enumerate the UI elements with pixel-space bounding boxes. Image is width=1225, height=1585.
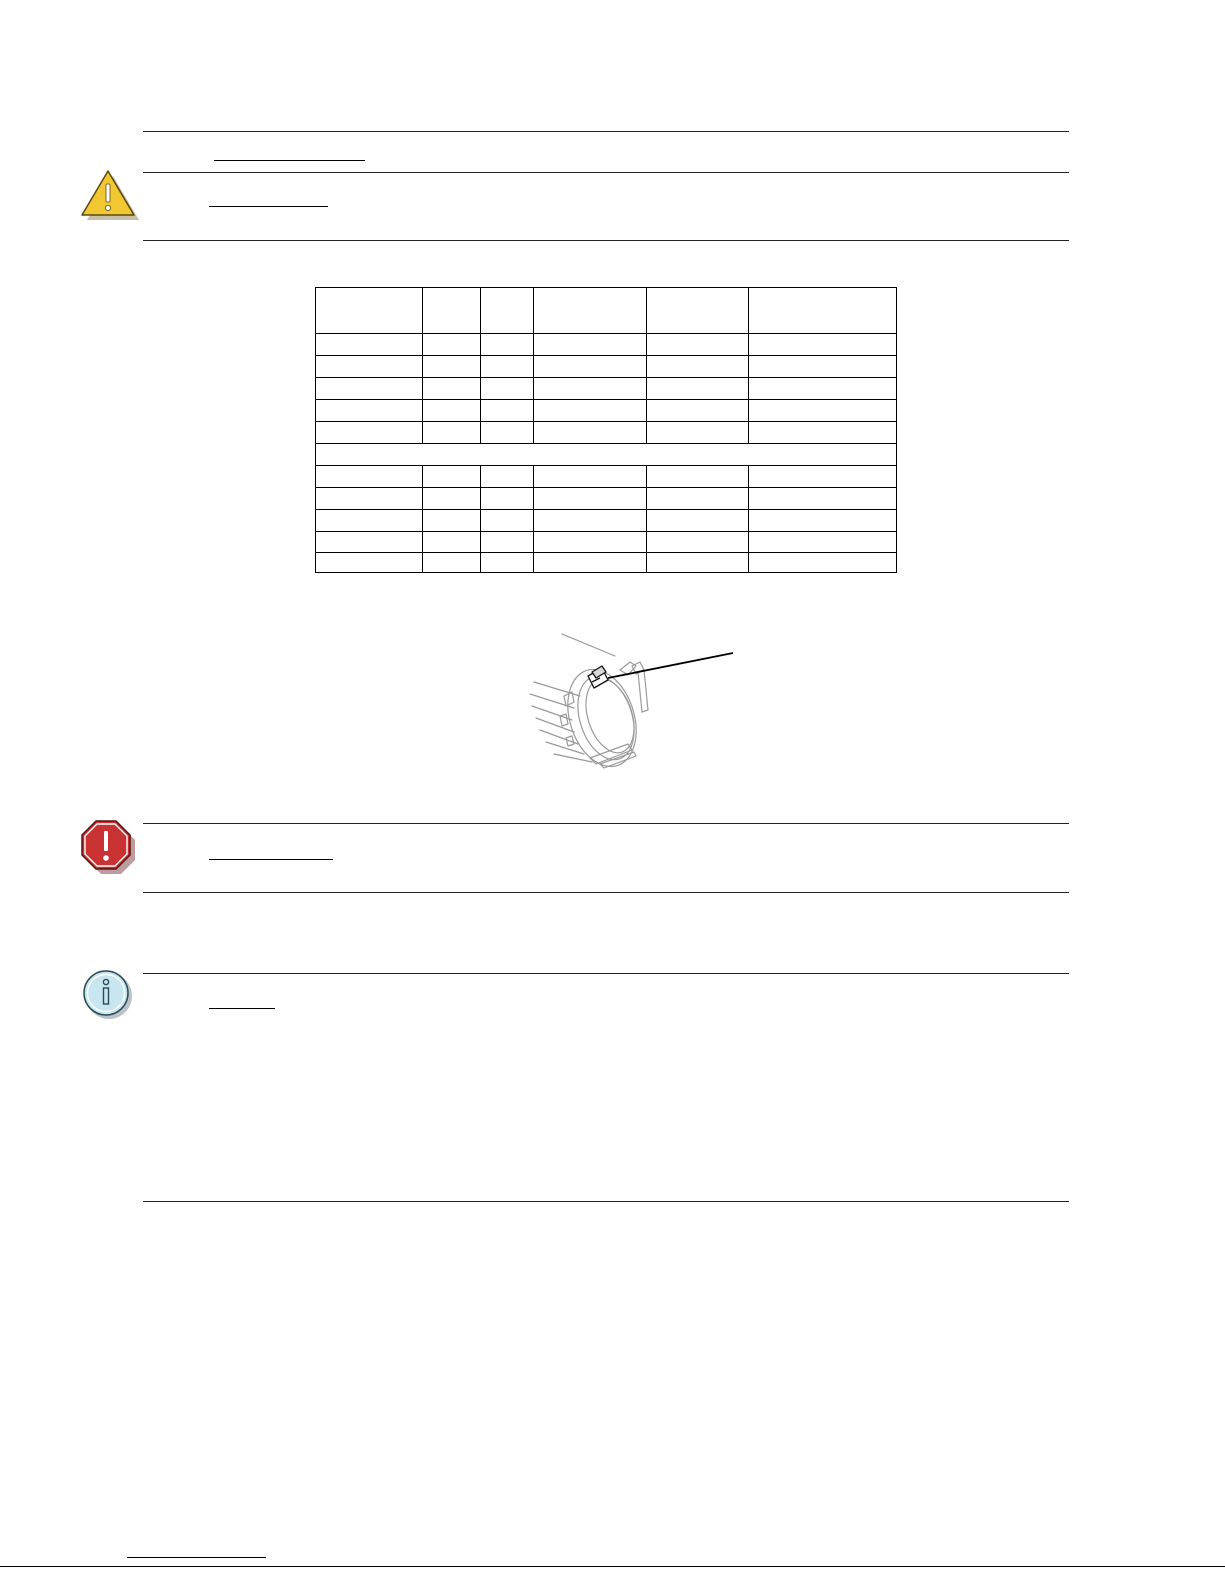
table-row-divider (315, 377, 897, 378)
footer-rule (0, 1566, 1225, 1567)
note-label-underline (209, 1008, 275, 1009)
table-top-border (315, 287, 897, 288)
table-row-divider (315, 355, 897, 356)
table-row-divider (315, 465, 897, 466)
table-column-divider (748, 287, 749, 443)
table-row-divider (315, 531, 897, 532)
table-header-divider (315, 333, 897, 334)
table-row-divider (315, 552, 897, 553)
table-column-divider (646, 287, 647, 443)
table-column-divider (480, 287, 481, 443)
data-table (315, 287, 897, 573)
table-column-divider (422, 465, 423, 573)
section-heading-underline (214, 160, 365, 161)
note-top-rule (143, 973, 1069, 974)
table-column-divider (533, 287, 534, 443)
caution-label-underline (209, 206, 328, 207)
caution-icon (78, 167, 142, 223)
warning-bottom-rule (143, 892, 1069, 893)
table-column-divider (533, 465, 534, 573)
caution-bottom-rule (143, 240, 1069, 241)
note-icon (78, 965, 138, 1025)
table-row-divider (315, 509, 897, 510)
warning-top-rule (143, 823, 1069, 824)
table-column-divider (480, 465, 481, 573)
note-bottom-rule (143, 1201, 1069, 1202)
caution-top-rule (143, 172, 1069, 173)
table-row-divider (315, 399, 897, 400)
table-column-divider (748, 465, 749, 573)
table-row-divider (315, 421, 897, 422)
table-column-divider (422, 287, 423, 443)
table-bottom-border (315, 572, 897, 573)
footer-link-underline (127, 1557, 266, 1558)
warning-icon (76, 817, 140, 877)
warning-label-underline (209, 859, 333, 860)
table-row-divider (315, 443, 897, 444)
table-column-divider (646, 465, 647, 573)
top-rule (143, 131, 1069, 132)
fixture-illustration (520, 626, 760, 776)
table-row-divider (315, 487, 897, 488)
